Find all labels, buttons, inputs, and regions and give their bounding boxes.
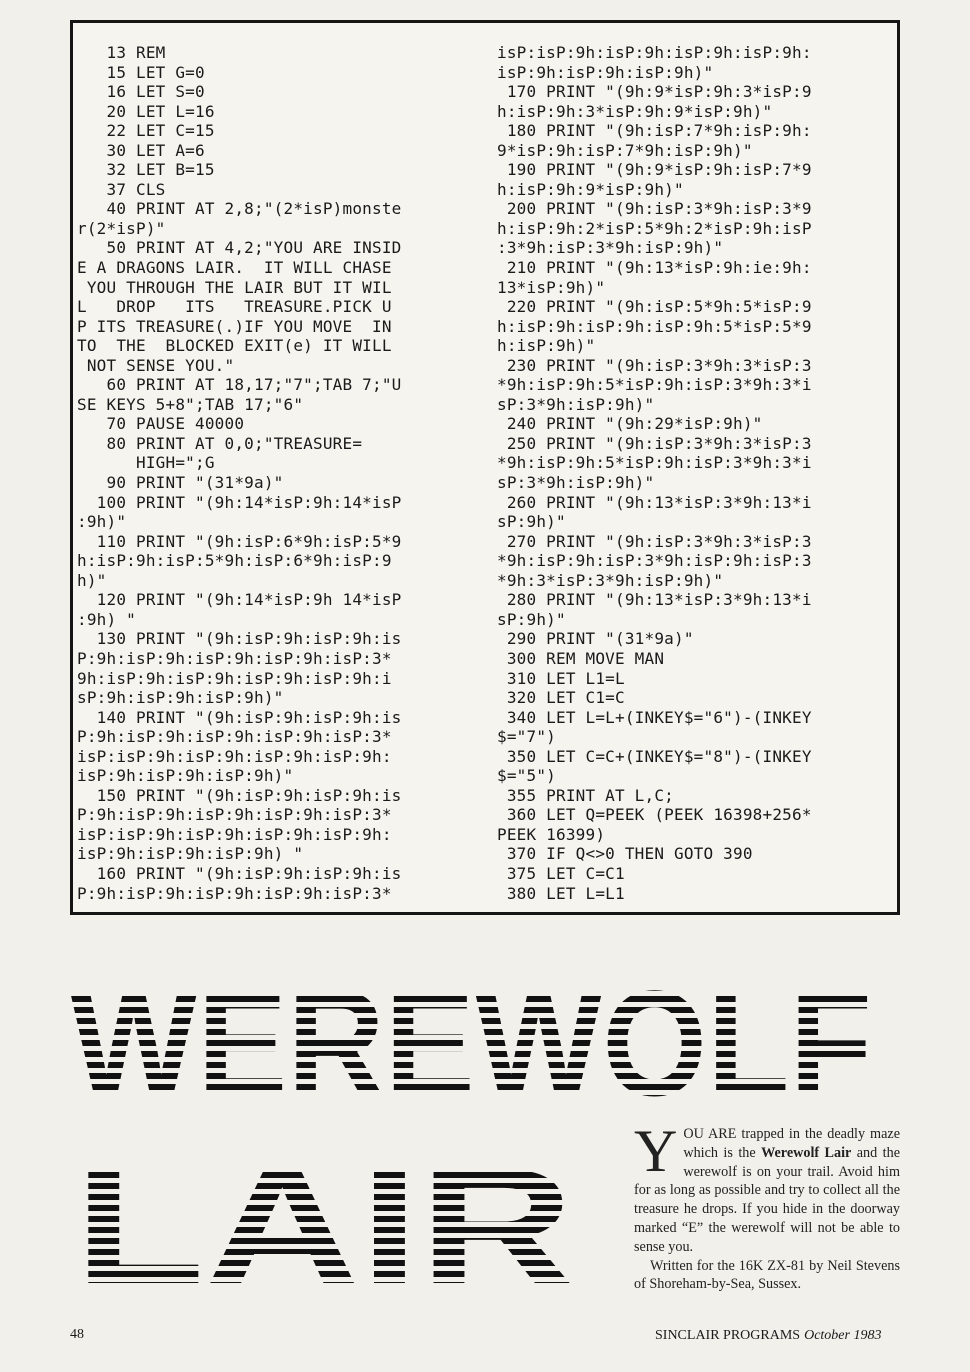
listing-line: PEEK 16399)	[497, 824, 606, 844]
listing-line: :9h)"	[77, 512, 127, 532]
listing-line: NOT SENSE YOU."	[77, 355, 235, 375]
listing-line: isP:isP:9h:isP:9h:isP:9h:isP:9h:	[77, 746, 392, 766]
listing-line: L DROP ITS TREASURE.PICK U	[77, 297, 392, 317]
listing-line: 240 PRINT "(9h:29*isP:9h)"	[497, 414, 763, 434]
listing-line: P:9h:isP:9h:isP:9h:isP:9h:isP:3*	[77, 883, 392, 903]
listing-line: 320 LET C1=C	[497, 688, 625, 708]
listing-line: h:isP:9h:9*isP:9h)"	[497, 179, 684, 199]
listing-line: 22 LET C=15	[77, 121, 215, 141]
listing-line: 220 PRINT "(9h:isP:5*9h:5*isP:9	[497, 297, 812, 317]
program-listing	[70, 20, 900, 915]
listing-line: 16 LET S=0	[77, 82, 205, 102]
listing-line: 140 PRINT "(9h:isP:9h:isP:9h:is	[77, 707, 402, 727]
listing-line: 340 LET L=L+(INKEY$="6")-(INKEY	[497, 707, 812, 727]
listing-line: sP:9h:isP:9h:isP:9h)"	[77, 688, 284, 708]
listing-line: 13 REM	[77, 43, 166, 62]
listing-line: 200 PRINT "(9h:isP:3*9h:isP:3*9	[497, 199, 812, 219]
listing-line: YOU THROUGH THE LAIR BUT IT WIL	[77, 277, 392, 297]
listing-line: 310 LET L1=L	[497, 668, 625, 688]
listing-line: 120 PRINT "(9h:14*isP:9h 14*isP	[77, 590, 402, 610]
listing-line: 190 PRINT "(9h:9*isP:9h:isP:7*9	[497, 160, 812, 180]
listing-line: 100 PRINT "(9h:14*isP:9h:14*isP	[77, 492, 402, 512]
listing-line: 9*isP:9h:isP:7*9h:isP:9h)"	[497, 140, 753, 160]
intro-bold-title: Werewolf Lair	[761, 1144, 852, 1161]
listing-line: r(2*isP)"	[77, 218, 166, 238]
listing-line: sP:9h)"	[497, 609, 566, 629]
listing-column-right	[497, 43, 879, 903]
listing-line: *9h:isP:9h:5*isP:9h:isP:3*9h:3*i	[497, 375, 812, 395]
listing-line: 130 PRINT "(9h:isP:9h:isP:9h:is	[77, 629, 402, 649]
listing-line: 32 LET B=15	[77, 160, 215, 180]
byline: Written for the 16K ZX-81 by Neil Stevens of Shoreham-by-Sea, Sussex.	[634, 1257, 900, 1293]
listing-line: HIGH=";G	[77, 453, 215, 473]
intro-article	[634, 1118, 900, 1294]
listing-line: *9h:isP:9h:5*isP:9h:isP:3*9h:3*i	[497, 453, 812, 473]
listing-line: 13*isP:9h)"	[497, 277, 606, 297]
listing-line: 280 PRINT "(9h:13*isP:3*9h:13*i	[497, 590, 812, 610]
listing-line: 300 REM MOVE MAN	[497, 648, 665, 668]
listing-line: :9h) "	[77, 609, 136, 629]
listing-line: $="5")	[497, 766, 556, 786]
listing-line: 150 PRINT "(9h:isP:9h:isP:9h:is	[77, 785, 402, 805]
listing-line: *9h:3*isP:3*9h:isP:9h)"	[497, 570, 724, 590]
listing-line: 50 PRINT AT 4,2;"YOU ARE INSID	[77, 238, 402, 258]
listing-line: P:9h:isP:9h:isP:9h:isP:9h:isP:3*	[77, 805, 392, 825]
issue-date: October 1983	[804, 1328, 882, 1343]
listing-line: 230 PRINT "(9h:isP:3*9h:3*isP:3	[497, 355, 812, 375]
listing-line: E A DRAGONS LAIR. IT WILL CHASE	[77, 258, 392, 278]
listing-line: P ITS TREASURE(.)IF YOU MOVE IN	[77, 316, 392, 336]
footer-credit	[655, 1328, 881, 1344]
listing-line: P:9h:isP:9h:isP:9h:isP:9h:isP:3*	[77, 648, 392, 668]
listing-line: 80 PRINT AT 0,0;"TREASURE=	[77, 433, 363, 453]
listing-line: 370 IF Q<>0 THEN GOTO 390	[497, 844, 753, 864]
listing-line: 180 PRINT "(9h:isP:7*9h:isP:9h:	[497, 121, 812, 141]
listing-line: 90 PRINT "(31*9a)"	[77, 473, 284, 493]
listing-line: h:isP:9h:2*isP:5*9h:2*isP:9h:isP	[497, 218, 812, 238]
listing-line: $="7")	[497, 727, 556, 747]
listing-line: h:isP:9h:3*isP:9h:9*isP:9h)"	[497, 101, 773, 121]
page-number: 48	[70, 1327, 84, 1342]
listing-line: sP:3*9h:isP:9h)"	[497, 473, 655, 493]
listing-line: h:isP:9h:isP:5*9h:isP:6*9h:isP:9	[77, 551, 392, 571]
listing-line: isP:9h:isP:9h:isP:9h)"	[77, 766, 294, 786]
listing-line: 160 PRINT "(9h:isP:9h:isP:9h:is	[77, 863, 402, 883]
listing-line: 210 PRINT "(9h:13*isP:9h:ie:9h:	[497, 258, 812, 278]
listing-line: *9h:isP:9h:isP:3*9h:isP:9h:isP:3	[497, 551, 812, 571]
listing-column-left	[77, 43, 474, 903]
listing-line: 375 LET C=C1	[497, 863, 625, 883]
magazine-name: SINCLAIR PROGRAMS	[655, 1328, 801, 1343]
listing-line: 9h:isP:9h:isP:9h:isP:9h:isP:9h:i	[77, 668, 392, 688]
listing-line: 20 LET L=16	[77, 101, 215, 121]
listing-line: 350 LET C=C+(INKEY$="8")-(INKEY	[497, 746, 812, 766]
listing-line: P:9h:isP:9h:isP:9h:isP:9h:isP:3*	[77, 727, 392, 747]
listing-line: TO THE BLOCKED EXIT(e) IT WILL	[77, 336, 392, 356]
listing-line: 270 PRINT "(9h:isP:3*9h:3*isP:3	[497, 531, 812, 551]
listing-line: 355 PRINT AT L,C;	[497, 785, 675, 805]
listing-line: isP:isP:9h:isP:9h:isP:9h:isP:9h:	[77, 824, 392, 844]
listing-line: 260 PRINT "(9h:13*isP:3*9h:13*i	[497, 492, 812, 512]
listing-line: 30 LET A=6	[77, 140, 205, 160]
listing-line: 290 PRINT "(31*9a)"	[497, 629, 694, 649]
listing-line: isP:isP:9h:isP:9h:isP:9h:isP:9h:	[497, 43, 812, 62]
listing-line: SE KEYS 5+8";TAB 17;"6"	[77, 394, 304, 414]
listing-line: 37 CLS	[77, 179, 166, 199]
listing-line: sP:9h)"	[497, 512, 566, 532]
listing-line: 250 PRINT "(9h:isP:3*9h:3*isP:3	[497, 433, 812, 453]
intro-text-b: and the werewolf is on your trail. Avoid him for as long as possible and try to collect all the treasure he drops. If you hide in the doorway marked “E” the werewolf will not be able to sense you.	[634, 1144, 900, 1255]
drop-cap: Y	[634, 1118, 678, 1184]
listing-line: 40 PRINT AT 2,8;"(2*isP)monste	[77, 199, 402, 219]
listing-line: h:isP:9h)"	[497, 336, 596, 356]
intro-text-a: OU ARE trapped in the deadly maze which is the	[683, 1126, 900, 1161]
listing-line: 110 PRINT "(9h:isP:6*9h:isP:5*9	[77, 531, 402, 551]
listing-line: 60 PRINT AT 18,17;"7";TAB 7;"U	[77, 375, 402, 395]
listing-line: h)"	[77, 570, 107, 590]
listing-line: :3*9h:isP:3*9h:isP:9h)"	[497, 238, 724, 258]
listing-line: h:isP:9h:isP:9h:isP:9h:5*isP:5*9	[497, 316, 812, 336]
listing-line: isP:9h:isP:9h:isP:9h)"	[497, 62, 714, 82]
listing-line: 360 LET Q=PEEK (PEEK 16398+256*	[497, 805, 812, 825]
listing-line: 380 LET L=L1	[497, 883, 625, 903]
listing-line: isP:9h:isP:9h:isP:9h) "	[77, 844, 304, 864]
listing-line: 170 PRINT "(9h:9*isP:9h:3*isP:9	[497, 82, 812, 102]
listing-line: 70 PAUSE 40000	[77, 414, 245, 434]
listing-line: sP:3*9h:isP:9h)"	[497, 394, 655, 414]
listing-line: 15 LET G=0	[77, 62, 205, 82]
